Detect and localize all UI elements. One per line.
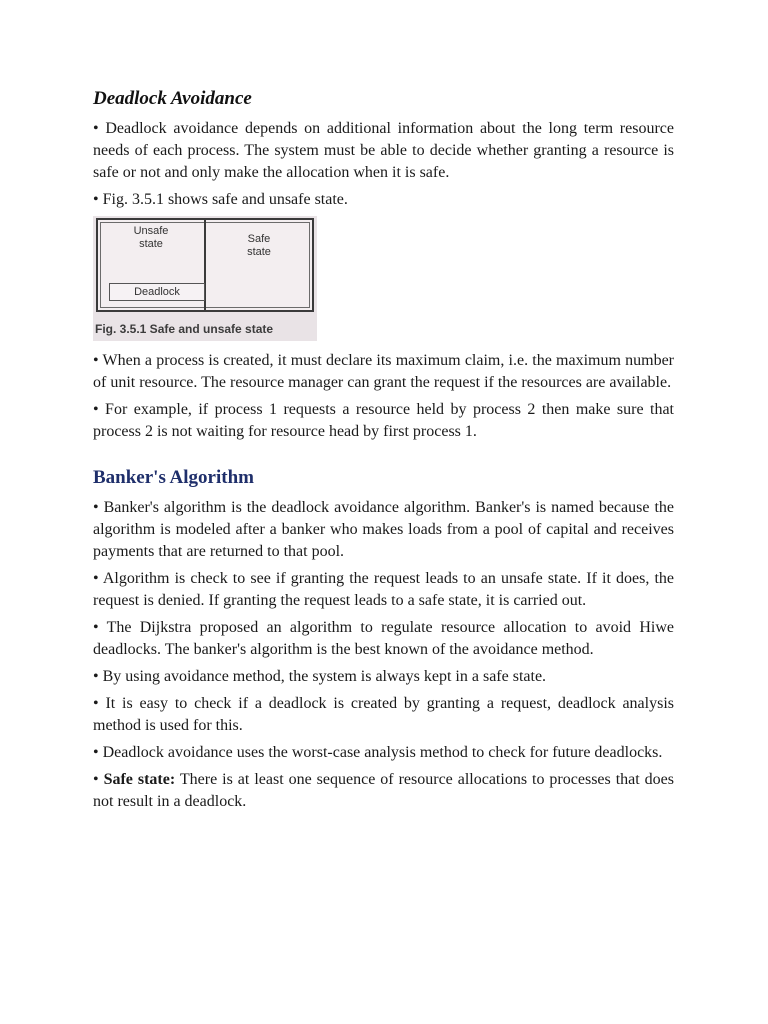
paragraph-safe-state [93, 769, 674, 813]
paragraph: • Fig. 3.5.1 shows safe and unsafe state. [93, 191, 348, 208]
unsafe-label-line2: state [139, 238, 163, 250]
safe-label-line1: Safe [247, 233, 271, 245]
paragraph: • For example, if process 1 requests a resource held by process 2 then make sure that process 2 is not waiting for resource head by first process 1. [93, 401, 674, 440]
paragraph: • Deadlock avoidance depends on additional information about the long term resource needs of each process. The system must be able to decide whether granting a resource is safe or not and only make the allocation when it is safe. [93, 120, 674, 181]
paragraph: • The Dijkstra proposed an algorithm to regulate resource allocation to avoid Hiwe deadlocks. The banker's algorithm is the best known of the avoidance method. [93, 619, 674, 658]
unsafe-state-label [98, 225, 204, 251]
section-title-deadlock-avoidance: Deadlock Avoidance [93, 88, 252, 109]
document-content [93, 86, 674, 818]
paragraph: • It is easy to check if a deadlock is created by granting a request, deadlock analysis method is used for this. [93, 695, 674, 734]
safe-state-label [206, 233, 312, 259]
paragraph: • Algorithm is check to see if granting the request leads to an unsafe state. If it does, the request is denied. If granting the request leads to a safe state, it is carried out. [93, 570, 674, 609]
paragraph: • Banker's algorithm is the deadlock avoidance algorithm. Banker's is named because the algorithm is modeled after a banker who makes loads from a pool of capital and receives payments that are returned to that pool. [93, 499, 674, 560]
deadlock-box: Deadlock [109, 283, 205, 301]
safe-state-term: Safe state: [103, 771, 176, 788]
safe-label-line2: state [247, 246, 271, 258]
unsafe-label-line1: Unsafe [133, 225, 169, 237]
paragraph: • Deadlock avoidance uses the worst-case analysis method to check for future deadlocks. [93, 744, 663, 761]
figure-caption: Fig. 3.5.1 Safe and unsafe state [95, 322, 274, 336]
section-title-bankers-algorithm: Banker's Algorithm [93, 467, 254, 488]
figure-safe-unsafe-state [93, 216, 317, 341]
paragraph: • By using avoidance method, the system is always kept in a safe state. [93, 668, 547, 685]
figure-outer-box [96, 218, 314, 312]
bullet: • [93, 771, 104, 788]
safe-state-definition: There is at least one sequence of resource allocations to processes that does not result in a deadlock. [93, 771, 675, 810]
paragraph: • When a process is created, it must declare its maximum claim, i.e. the maximum number of unit resource. The resource manager can grant the request if the resources are available. [93, 352, 674, 391]
